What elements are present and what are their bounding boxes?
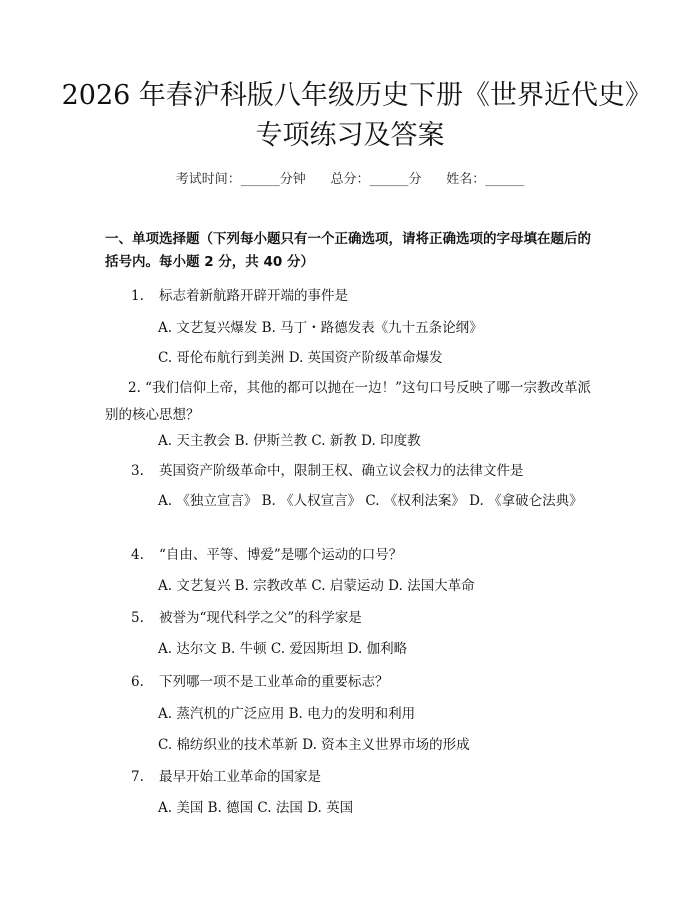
question-5	[131, 607, 571, 629]
question-number: 3.	[131, 463, 144, 479]
question-text: “自由、平等、博爱”是哪个运动的口号？	[159, 547, 403, 563]
section-heading: 一、单项选择题（下列每小题只有一个正确选项，请将正确选项的字母填在题后的括号内。每小题 2 分，共 40 分）	[105, 231, 591, 270]
question-1-options-line-2: C. 哥伦布航行到美洲 D. 英国资产阶级革命爆发	[158, 350, 443, 366]
question-3-options: A. 《独立宣言》 B. 《人权宣言》 C. 《权利法案》 D. 《拿破仑法典》	[158, 493, 583, 509]
question-number: 1.	[131, 288, 144, 304]
question-1-options-line-1: A. 文艺复兴爆发 B. 马丁・路德发表《九十五条论纲》	[158, 320, 483, 336]
question-text: 英国资产阶级革命中，限制王权、确立议会权力的法律文件是	[159, 463, 524, 479]
question-7-options: A. 美国 B. 德国 C. 法国 D. 英国	[158, 800, 354, 816]
question-3	[131, 460, 571, 482]
question-6	[131, 671, 571, 693]
question-text: 下列哪一项不是工业革命的重要标志？	[159, 674, 389, 690]
question-2-options: A. 天主教会 B. 伊斯兰教 C. 新教 D. 印度教	[158, 433, 421, 449]
question-text: 被誉为“现代科学之父”的科学家是	[159, 610, 362, 626]
question-1	[131, 285, 571, 307]
question-7	[131, 766, 571, 788]
exam-meta-line: 考试时间：______分钟 总分：______分 姓名：______	[175, 172, 525, 187]
question-2: 2. “我们信仰上帝，其他的都可以抛在一边！”这句口号反映了哪一宗教改革派别的核心思想？	[105, 380, 591, 423]
question-6-options-line-1: A. 蒸汽机的广泛应用 B. 电力的发明和利用	[158, 706, 416, 722]
question-number: 6.	[131, 674, 144, 690]
question-4-options: A. 文艺复兴 B. 宗教改革 C. 启蒙运动 D. 法国大革命	[158, 578, 475, 594]
question-number: 5.	[131, 610, 144, 626]
question-text: 最早开始工业革命的国家是	[159, 769, 321, 785]
question-4	[131, 544, 571, 566]
question-number: 7.	[131, 769, 144, 785]
question-number: 4.	[131, 547, 144, 563]
question-5-options: A. 达尔文 B. 牛顿 C. 爱因斯坦 D. 伽利略	[158, 641, 408, 657]
question-text: 标志着新航路开辟开端的事件是	[159, 288, 348, 304]
question-6-options-line-2: C. 棉纺织业的技术革新 D. 资本主义世界市场的形成	[158, 737, 470, 753]
page-title: 2026 年春沪科版八年级历史下册《世界近代史》专项练习及答案	[61, 80, 639, 151]
